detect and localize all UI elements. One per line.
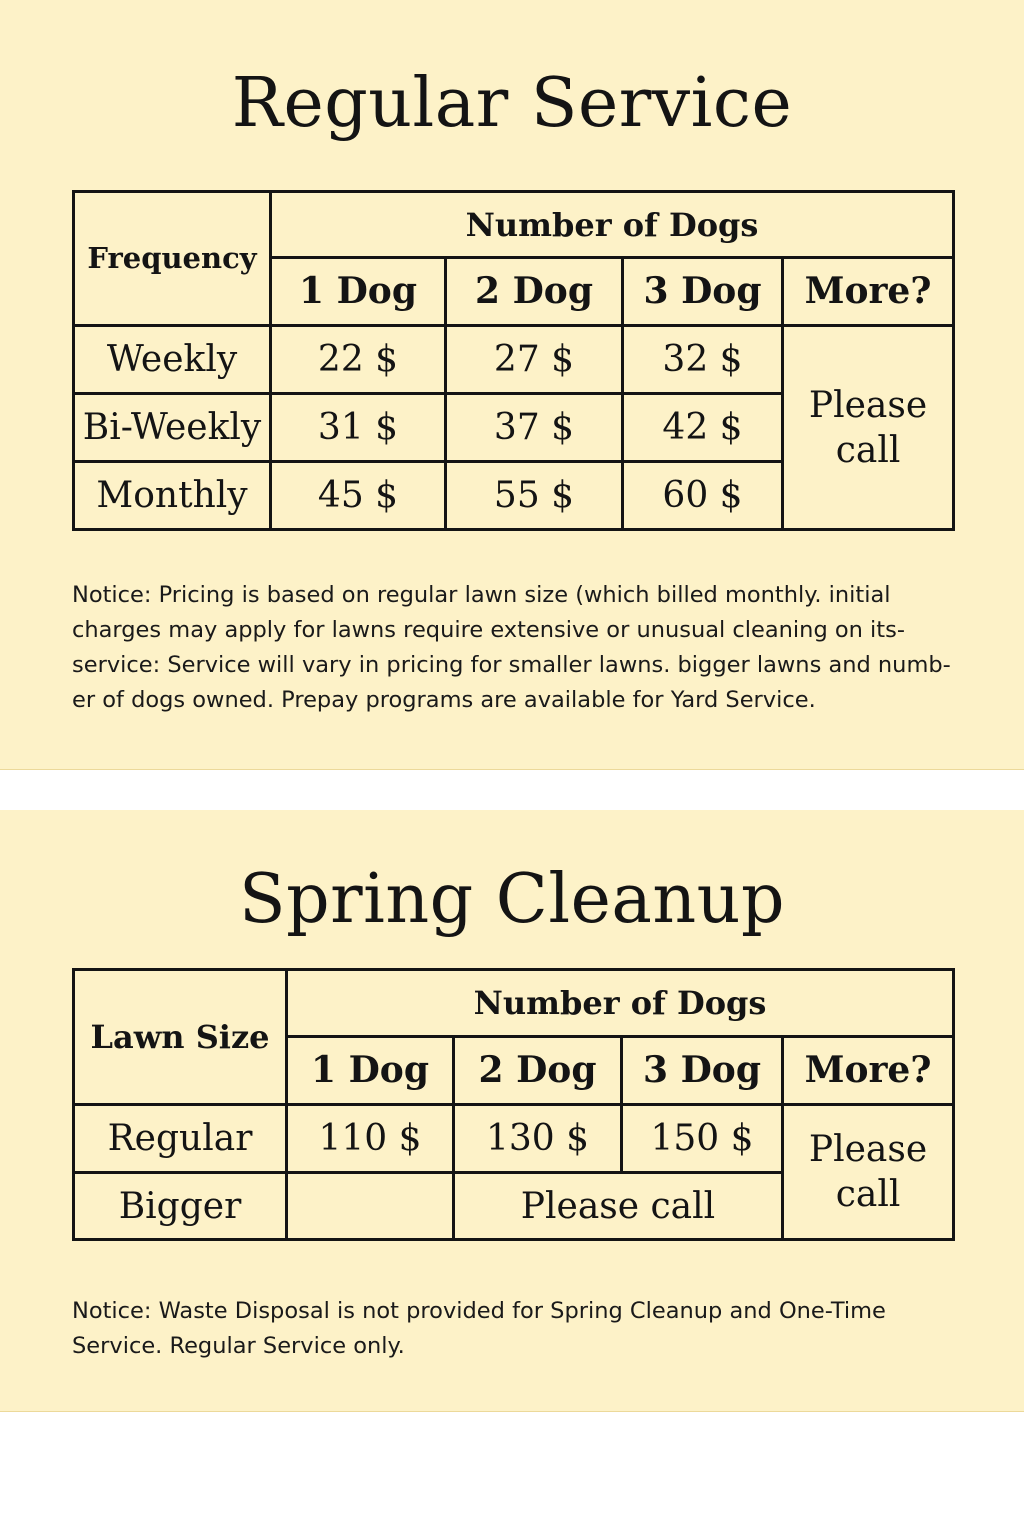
empty-price-cell [287,1173,454,1240]
price-cell: 31 $ [271,394,446,462]
price-cell: 45 $ [271,462,446,530]
price-cell: 150 $ [622,1105,783,1173]
column-header-1-dog: 1 Dog [271,258,446,326]
column-header-3-dog: 3 Dog [623,258,783,326]
lawn-size-header: Lawn Size [74,970,287,1105]
number-of-dogs-header: Number of Dogs [271,192,954,258]
price-cell: 37 $ [446,394,623,462]
row-label-bigger: Bigger [74,1173,287,1240]
table-header-row [74,970,954,1037]
spring-cleanup-panel [0,810,1024,1412]
price-cell: 32 $ [623,326,783,394]
number-of-dogs-header: Number of Dogs [287,970,954,1037]
column-header-3-dog: 3 Dog [622,1037,783,1105]
more-dogs-please-call: Please call [783,1105,954,1240]
price-cell: 110 $ [287,1105,454,1173]
row-label-weekly: Weekly [74,326,271,394]
price-cell: 42 $ [623,394,783,462]
price-cell: 22 $ [271,326,446,394]
row-label-monthly: Monthly [74,462,271,530]
column-header-1-dog: 1 Dog [287,1037,454,1105]
column-header-more: More? [783,1037,954,1105]
row-label-regular: Regular [74,1105,287,1173]
bigger-lawn-please-call: Please call [454,1173,783,1240]
regular-service-price-table [72,190,955,531]
column-header-2-dog: 2 Dog [446,258,623,326]
price-cell: 55 $ [446,462,623,530]
regular-service-notice: Notice: Pricing is based on regular lawn size (which billed monthly. initial charges may apply for lawns require extensive or unusual cleaning on its- service: Service will vary in pricing for smaller lawns. bigger lawns and numb- er of dogs owned. Prepay programs are available for Yard Service. [72,582,951,713]
spring-cleanup-price-table [72,968,955,1241]
frequency-header: Frequency [74,192,271,326]
table-row [74,326,954,394]
spring-cleanup-title: Spring Cleanup [239,860,785,939]
row-label-bi-weekly: Bi-Weekly [74,394,271,462]
regular-service-title: Regular Service [231,64,793,143]
more-dogs-please-call: Please call [783,326,954,530]
table-row [74,1105,954,1173]
price-cell: 130 $ [454,1105,622,1173]
column-header-2-dog: 2 Dog [454,1037,622,1105]
table-header-row [74,192,954,258]
spring-cleanup-notice: Notice: Waste Disposal is not provided for Spring Cleanup and One-Time Service. Regular Service only. [72,1298,886,1359]
price-cell: 27 $ [446,326,623,394]
column-header-more: More? [783,258,954,326]
price-cell: 60 $ [623,462,783,530]
